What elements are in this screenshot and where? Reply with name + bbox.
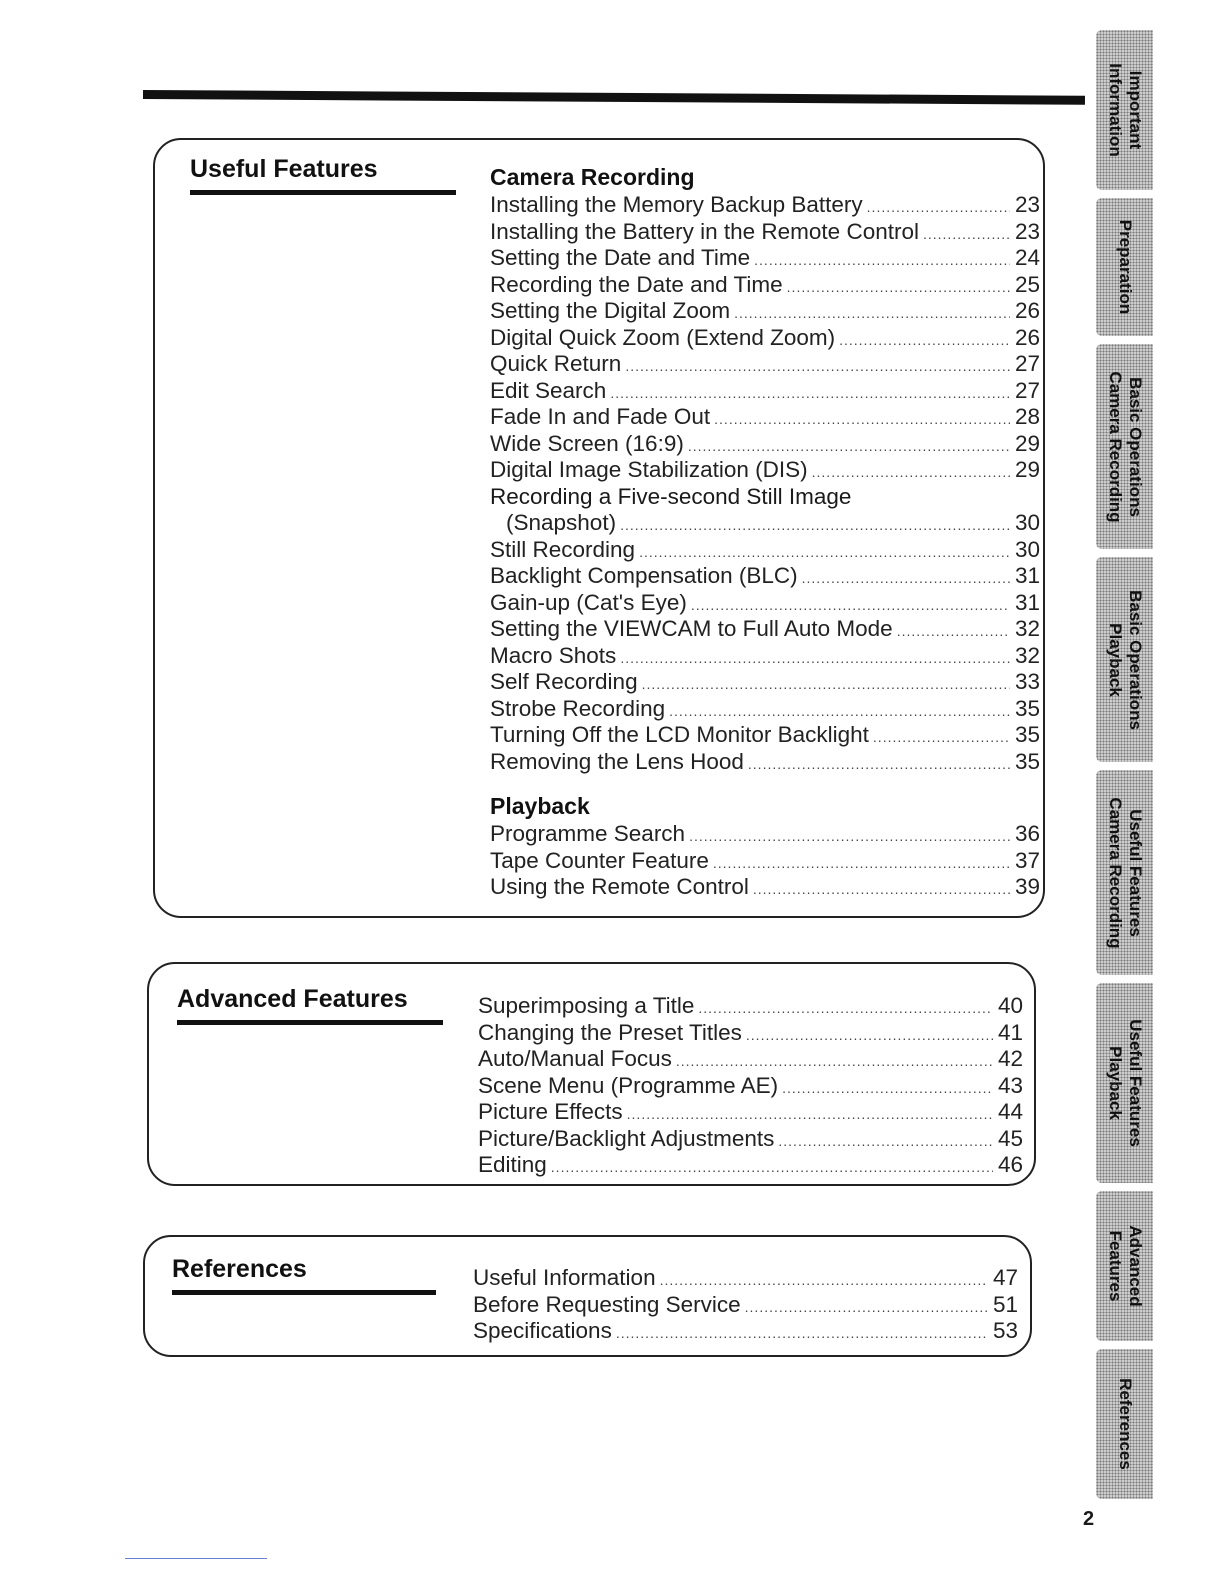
page-ref: 30 — [1014, 536, 1040, 562]
page-ref: 27 — [1014, 377, 1040, 403]
toc-entry[interactable] — [478, 993, 1023, 1020]
toc-entry[interactable] — [490, 616, 1040, 643]
dot-leader — [746, 1022, 993, 1049]
page-ref: 40 — [997, 993, 1023, 1018]
page-ref: 42 — [997, 1046, 1023, 1071]
toc-entry[interactable] — [490, 722, 1040, 749]
tab-label: Important Information — [1105, 63, 1145, 157]
page-ref: 37 — [1014, 847, 1040, 873]
heading-underline — [190, 190, 456, 195]
toc-entry[interactable] — [490, 848, 1040, 875]
entry-title: Setting the Date and Time — [490, 245, 751, 270]
entry-title: Scene Menu (Programme AE) — [478, 1072, 779, 1098]
toc-entry[interactable] — [490, 537, 1040, 564]
dot-leader — [551, 1154, 993, 1181]
page-ref: 32 — [1014, 642, 1040, 668]
advanced-features-entries — [478, 993, 1023, 1179]
references-title: References — [172, 1255, 307, 1283]
entry-title: Wide Screen (16:9) — [490, 430, 684, 456]
toc-entry[interactable] — [490, 192, 1040, 219]
toc-entry[interactable] — [473, 1318, 1018, 1345]
camera-recording-list — [490, 192, 1040, 484]
dot-leader — [839, 327, 1010, 354]
useful-features-title: Useful Features — [190, 155, 378, 183]
page-ref: 28 — [1014, 404, 1040, 429]
entry-title: Using the Remote Control — [490, 874, 749, 899]
dot-leader — [923, 221, 1010, 248]
tab-label: Advanced Features — [1105, 1225, 1145, 1307]
toc-entry-snapshot-cont[interactable] — [490, 510, 1040, 537]
entry-title: Setting the Digital Zoom — [490, 298, 731, 323]
page-ref: 31 — [1014, 563, 1040, 588]
page-ref: 51 — [992, 1291, 1018, 1317]
toc-entry[interactable] — [478, 1126, 1023, 1153]
tab-label: Useful Features Playback — [1105, 1019, 1145, 1147]
tab-basic-operations-playback[interactable] — [1096, 557, 1153, 762]
dot-leader — [642, 671, 1010, 698]
toc-entry[interactable] — [490, 590, 1040, 617]
dot-leader — [812, 459, 1010, 486]
dot-leader — [627, 1101, 993, 1128]
toc-entry[interactable] — [473, 1292, 1018, 1319]
tab-preparation[interactable] — [1096, 198, 1153, 336]
dot-leader — [867, 194, 1010, 221]
entry-title: (Snapshot) — [506, 510, 617, 535]
toc-entry[interactable] — [490, 821, 1040, 848]
entry-title: Editing — [478, 1152, 547, 1177]
page-ref: 33 — [1014, 669, 1040, 694]
dot-leader — [897, 618, 1010, 645]
toc-entry[interactable] — [490, 245, 1040, 272]
entry-title: Fade In and Fade Out — [490, 404, 711, 429]
page-ref: 41 — [997, 1019, 1023, 1045]
toc-entry[interactable] — [478, 1020, 1023, 1047]
toc-entry[interactable] — [490, 874, 1040, 901]
entry-title: Before Requesting Service — [473, 1291, 741, 1317]
tab-label: Basic Operations Playback — [1105, 589, 1145, 730]
dot-leader — [713, 850, 1010, 877]
dot-leader — [625, 353, 1010, 380]
entry-title: Turning Off the LCD Monitor Backlight — [490, 722, 869, 747]
toc-entry[interactable] — [490, 669, 1040, 696]
toc-entry[interactable] — [478, 1099, 1023, 1126]
page-ref: 45 — [997, 1125, 1023, 1151]
toc-entry[interactable] — [478, 1073, 1023, 1100]
dot-leader — [660, 1267, 988, 1294]
page-ref: 35 — [1014, 722, 1040, 747]
references-entries — [473, 1265, 1018, 1345]
tab-useful-features-camera-recording[interactable] — [1096, 770, 1153, 975]
entry-title: Recording the Date and Time — [490, 271, 783, 297]
toc-entry[interactable] — [473, 1265, 1018, 1292]
tab-advanced-features[interactable] — [1096, 1191, 1153, 1341]
toc-entry-snapshot[interactable] — [490, 484, 1040, 511]
page-ref: 53 — [992, 1318, 1018, 1343]
entry-title: Edit Search — [490, 377, 607, 403]
page-number: 2 — [1083, 1508, 1095, 1530]
page-ref: 36 — [1014, 821, 1040, 846]
camera-recording-heading: Camera Recording — [490, 164, 695, 190]
dot-leader — [754, 247, 1010, 274]
entry-title: Setting the VIEWCAM to Full Auto Mode — [490, 616, 893, 641]
dot-leader — [748, 751, 1010, 778]
references-list — [473, 1265, 1018, 1345]
page-ref: 29 — [1014, 457, 1040, 482]
entry-title: Tape Counter Feature — [490, 847, 709, 873]
page-ref: 29 — [1014, 430, 1040, 456]
dot-leader — [639, 539, 1010, 566]
tab-label: References — [1115, 1378, 1135, 1470]
top-rule — [143, 90, 1085, 105]
camera-recording-list-2 — [490, 537, 1040, 776]
dot-leader — [714, 406, 1010, 433]
toc-entry[interactable] — [490, 298, 1040, 325]
page-ref: 23 — [1014, 192, 1040, 217]
page-ref: 31 — [1014, 589, 1040, 615]
dot-leader — [873, 724, 1010, 751]
entry-title: Specifications — [473, 1318, 612, 1343]
heading-underline — [172, 1290, 436, 1295]
tab-label: Basic Operations Camera Recording — [1105, 370, 1145, 523]
page-ref: 24 — [1014, 245, 1040, 270]
toc-entry[interactable] — [490, 351, 1040, 378]
dot-leader — [689, 823, 1010, 850]
page-ref: 39 — [1014, 874, 1040, 899]
entry-title: Still Recording — [490, 536, 636, 562]
dot-leader — [620, 645, 1010, 672]
page-ref: 26 — [1014, 324, 1040, 350]
toc-entry[interactable] — [490, 431, 1040, 458]
page-ref: 27 — [1014, 351, 1040, 376]
dot-leader — [802, 565, 1010, 592]
dot-leader — [753, 876, 1010, 903]
dot-leader — [734, 300, 1010, 327]
entry-title: Auto/Manual Focus — [478, 1046, 672, 1071]
entry-title: Programme Search — [490, 821, 686, 846]
page-ref: 35 — [1014, 748, 1040, 774]
toc-entry[interactable] — [490, 457, 1040, 484]
toc-entry[interactable] — [478, 1046, 1023, 1073]
toc-entry[interactable] — [490, 643, 1040, 670]
page-ref: 23 — [1014, 218, 1040, 244]
dot-leader — [745, 1294, 988, 1321]
page-ref: 44 — [997, 1099, 1023, 1124]
entry-title: Backlight Compensation (BLC) — [490, 563, 798, 588]
entry-title: Changing the Preset Titles — [478, 1019, 742, 1045]
page-ref: 25 — [1014, 271, 1040, 297]
entry-title: Digital Image Stabilization (DIS) — [490, 457, 808, 482]
toc-entry[interactable] — [490, 404, 1040, 431]
entry-title: Installing the Memory Backup Battery — [490, 192, 863, 217]
dot-leader — [676, 1048, 993, 1075]
toc-entry[interactable] — [490, 563, 1040, 590]
toc-entry[interactable] — [490, 696, 1040, 723]
entry-title: Self Recording — [490, 669, 638, 694]
playback-heading: Playback — [490, 793, 590, 819]
toc-entry[interactable] — [490, 325, 1040, 352]
page-ref: 30 — [1014, 510, 1040, 535]
dot-leader — [778, 1128, 993, 1155]
entry-title: Picture/Backlight Adjustments — [478, 1125, 775, 1151]
tab-important-information[interactable] — [1096, 30, 1153, 190]
tab-label: Useful Features Camera Recording — [1105, 796, 1145, 949]
entry-title: Useful Information — [473, 1265, 656, 1290]
playback-list — [490, 821, 1040, 901]
entry-title: Digital Quick Zoom (Extend Zoom) — [490, 324, 836, 350]
entry-title: Picture Effects — [478, 1099, 623, 1124]
toc-entry[interactable] — [490, 272, 1040, 299]
references-heading — [172, 1255, 436, 1295]
tab-useful-features-playback[interactable] — [1096, 983, 1153, 1183]
entry-title: Recording a Five-second Still Image — [490, 483, 852, 509]
dot-leader — [688, 433, 1010, 460]
dot-leader — [620, 512, 1010, 539]
dot-leader — [616, 1320, 988, 1347]
toc-entry[interactable] — [490, 378, 1040, 405]
toc-entry[interactable] — [490, 219, 1040, 246]
tab-basic-operations-camera-recording[interactable] — [1096, 344, 1153, 549]
page-ref: 43 — [997, 1072, 1023, 1098]
useful-features-heading — [190, 155, 456, 195]
page-ref: 35 — [1014, 695, 1040, 721]
advanced-features-title: Advanced Features — [177, 985, 408, 1013]
dot-leader — [787, 274, 1010, 301]
useful-features-entries — [490, 162, 1040, 901]
toc-entry[interactable] — [490, 749, 1040, 776]
dot-leader — [691, 592, 1010, 619]
dot-leader — [669, 698, 1010, 725]
divider-line — [125, 1558, 267, 1559]
page-ref: 32 — [1014, 616, 1040, 641]
toc-entry[interactable] — [478, 1152, 1023, 1179]
advanced-list — [478, 993, 1023, 1179]
dot-leader — [610, 380, 1010, 407]
advanced-features-heading — [177, 985, 443, 1025]
entry-title: Gain-up (Cat's Eye) — [490, 589, 687, 615]
page-ref: 46 — [997, 1152, 1023, 1177]
entry-title: Macro Shots — [490, 642, 617, 668]
tab-references[interactable] — [1096, 1349, 1153, 1499]
tab-label: Preparation — [1115, 219, 1135, 315]
entry-title: Quick Return — [490, 351, 622, 376]
entry-title: Removing the Lens Hood — [490, 748, 744, 774]
entry-title: Strobe Recording — [490, 695, 666, 721]
page-ref: 47 — [992, 1265, 1018, 1290]
page-ref: 26 — [1014, 298, 1040, 323]
entry-title: Superimposing a Title — [478, 993, 695, 1018]
dot-leader — [782, 1075, 993, 1102]
entry-title: Installing the Battery in the Remote Control — [490, 218, 919, 244]
heading-underline — [177, 1020, 443, 1025]
dot-leader — [698, 995, 993, 1022]
